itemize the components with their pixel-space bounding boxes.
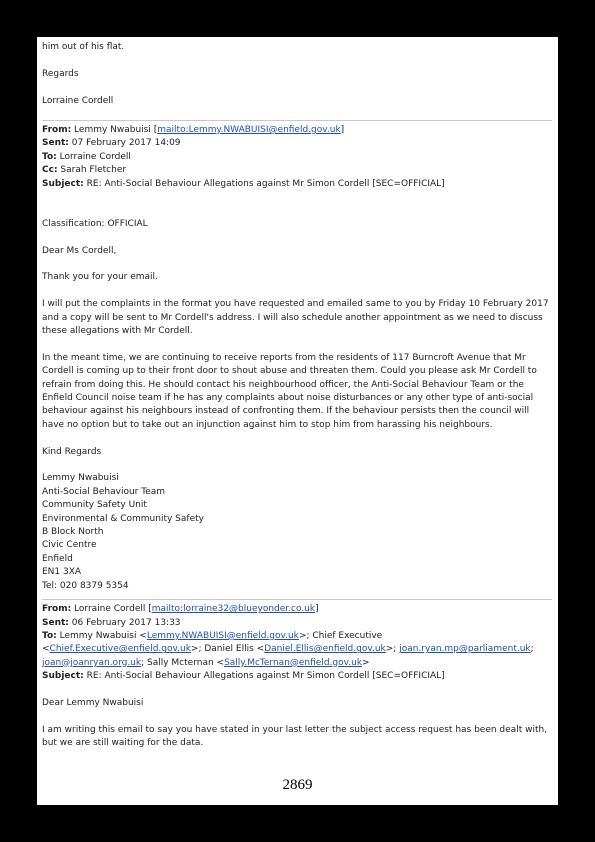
recipient-email-link[interactable]: Sally.McTernan@enfield.gov.uk — [224, 657, 363, 668]
sent-date: 07 February 2017 14:09 — [71, 138, 181, 149]
signature-line: Community Safety Unit — [42, 500, 147, 511]
signature-line: Environmental & Community Safety — [42, 513, 204, 524]
email-header — [42, 124, 552, 191]
subject-label: Subject: — [42, 178, 84, 189]
regards-text: Regards — [42, 68, 79, 79]
signature-line: Civic Centre — [42, 540, 97, 551]
divider — [42, 120, 552, 121]
greeting: Dear Lemmy Nwabuisi — [42, 697, 144, 708]
signature-line: B Block North — [42, 527, 104, 538]
to-line-continued — [42, 643, 552, 656]
sent-label: Sent: — [42, 138, 69, 149]
signature-line: Tel: 020 8379 5354 — [42, 580, 129, 591]
recipient-text: > — [362, 657, 370, 668]
recipient-text: >; Daniel Ellis < — [190, 644, 265, 655]
classification-text: Classification: OFFICIAL — [42, 218, 148, 229]
subject-text: RE: Anti-Social Behaviour Allegations against Mr Simon Cordell [SEC=OFFICIAL] — [86, 178, 445, 189]
subject-line — [42, 178, 552, 191]
cc-recipient: Sarah Fletcher — [60, 165, 127, 176]
recipient-text: Lemmy Nwabuisi < — [59, 630, 147, 641]
sent-line — [42, 617, 552, 630]
recipient-email-link[interactable]: Daniel.Ellis@enfield.gov.uk — [264, 644, 386, 655]
recipient-text: ; Sally Mcternan < — [141, 657, 225, 668]
recipient-text: >; — [385, 644, 400, 655]
subject-text: RE: Anti-Social Behaviour Allegations against Mr Simon Cordell [SEC=OFFICIAL] — [86, 671, 445, 682]
email-thread — [42, 41, 552, 751]
to-label: To: — [42, 630, 57, 641]
to-line-continued — [42, 657, 552, 670]
signature-line: Enfield — [42, 553, 73, 564]
recipient-email-link[interactable]: joan@joanryan.org.uk — [42, 657, 142, 668]
recipient-text: < — [42, 644, 50, 655]
from-name: Lemmy Nwabuisi — [74, 125, 151, 135]
closing-text: Kind Regards — [42, 446, 102, 457]
signature-line: Lemmy Nwabuisi — [42, 473, 119, 484]
to-line — [42, 151, 552, 164]
signature-line: Anti-Social Behaviour Team — [42, 486, 165, 497]
from-line: From: Lemmy Nwabuisi [mailto:Lemmy.NWABUISI@enfield.gov.uk] — [42, 125, 345, 135]
subject-label: Subject: — [42, 671, 84, 682]
recipient-text: ; — [530, 644, 534, 655]
document-page — [37, 37, 558, 805]
page-number: 2869 — [282, 777, 313, 793]
recipient-email-link[interactable]: Chief.Executive@enfield.gov.uk — [49, 644, 191, 655]
subject-line — [42, 670, 552, 683]
divider — [42, 599, 552, 600]
recipient-text: >; Chief Executive — [298, 630, 383, 641]
cc-line — [42, 164, 552, 177]
to-line — [42, 630, 552, 643]
previous-message-tail: him out of his flat. — [42, 42, 125, 52]
from-label: From: — [42, 125, 72, 135]
sent-line — [42, 137, 552, 150]
signature-name: Lorraine Cordell — [42, 95, 114, 106]
to-recipient: Lorraine Cordell — [59, 151, 131, 162]
email-header — [42, 603, 552, 683]
thanks-text: Thank you for your email. — [42, 272, 158, 283]
from-line: From: Lorraine Cordell [mailto:lorraine32@blueyonder.co.uk] — [42, 604, 319, 615]
from-email-link[interactable]: mailto:Lemmy.NWABUISI@enfield.gov.uk — [157, 125, 341, 135]
from-label: From: — [42, 604, 72, 615]
body-paragraph: I am writing this email to say you have stated in your last letter the subject access request has been dealt with, but we are still waiting for the data. — [42, 724, 548, 749]
recipient-email-link[interactable]: joan.ryan.mp@parliament.uk — [399, 644, 531, 655]
sent-label: Sent: — [42, 617, 69, 628]
body-paragraph: I will put the complaints in the format you have requested and emailed same to you by Friday 10 February 2017 and a copy will be sent to Mr Cordell's address. I will also schedule another appointment as we need to discuss these allegations with Mr Cordell. — [42, 299, 549, 337]
from-email-link[interactable]: mailto:lorraine32@blueyonder.co.uk — [151, 604, 316, 615]
greeting: Dear Ms Cordell, — [42, 245, 117, 256]
cc-label: Cc: — [42, 165, 58, 176]
signature-line: EN1 3XA — [42, 567, 82, 578]
from-name: Lorraine Cordell — [74, 604, 146, 615]
body-paragraph: In the meant time, we are continuing to receive reports from the residents of 117 Burncroft Avenue that Mr Cordell is coming up to their front door to shout abuse and threaten them. Could you please ask Mr Cordell to refrain from doing this. He should contact his neighbourhood officer, the Anti-Social Behaviour Team or the Enfield Council noise team if he has any complaints about noise disturbances or any other type of anti-social behaviour against his neighbours instead of confronting them. If the behaviour persists then the council will have no option but to take out an injunction against him to stop him from harassing his neighbours. — [42, 352, 537, 430]
to-label: To: — [42, 151, 57, 162]
recipient-email-link[interactable]: Lemmy.NWABUISI@enfield.gov.uk — [146, 630, 299, 641]
sent-date: 06 February 2017 13:33 — [71, 617, 181, 628]
